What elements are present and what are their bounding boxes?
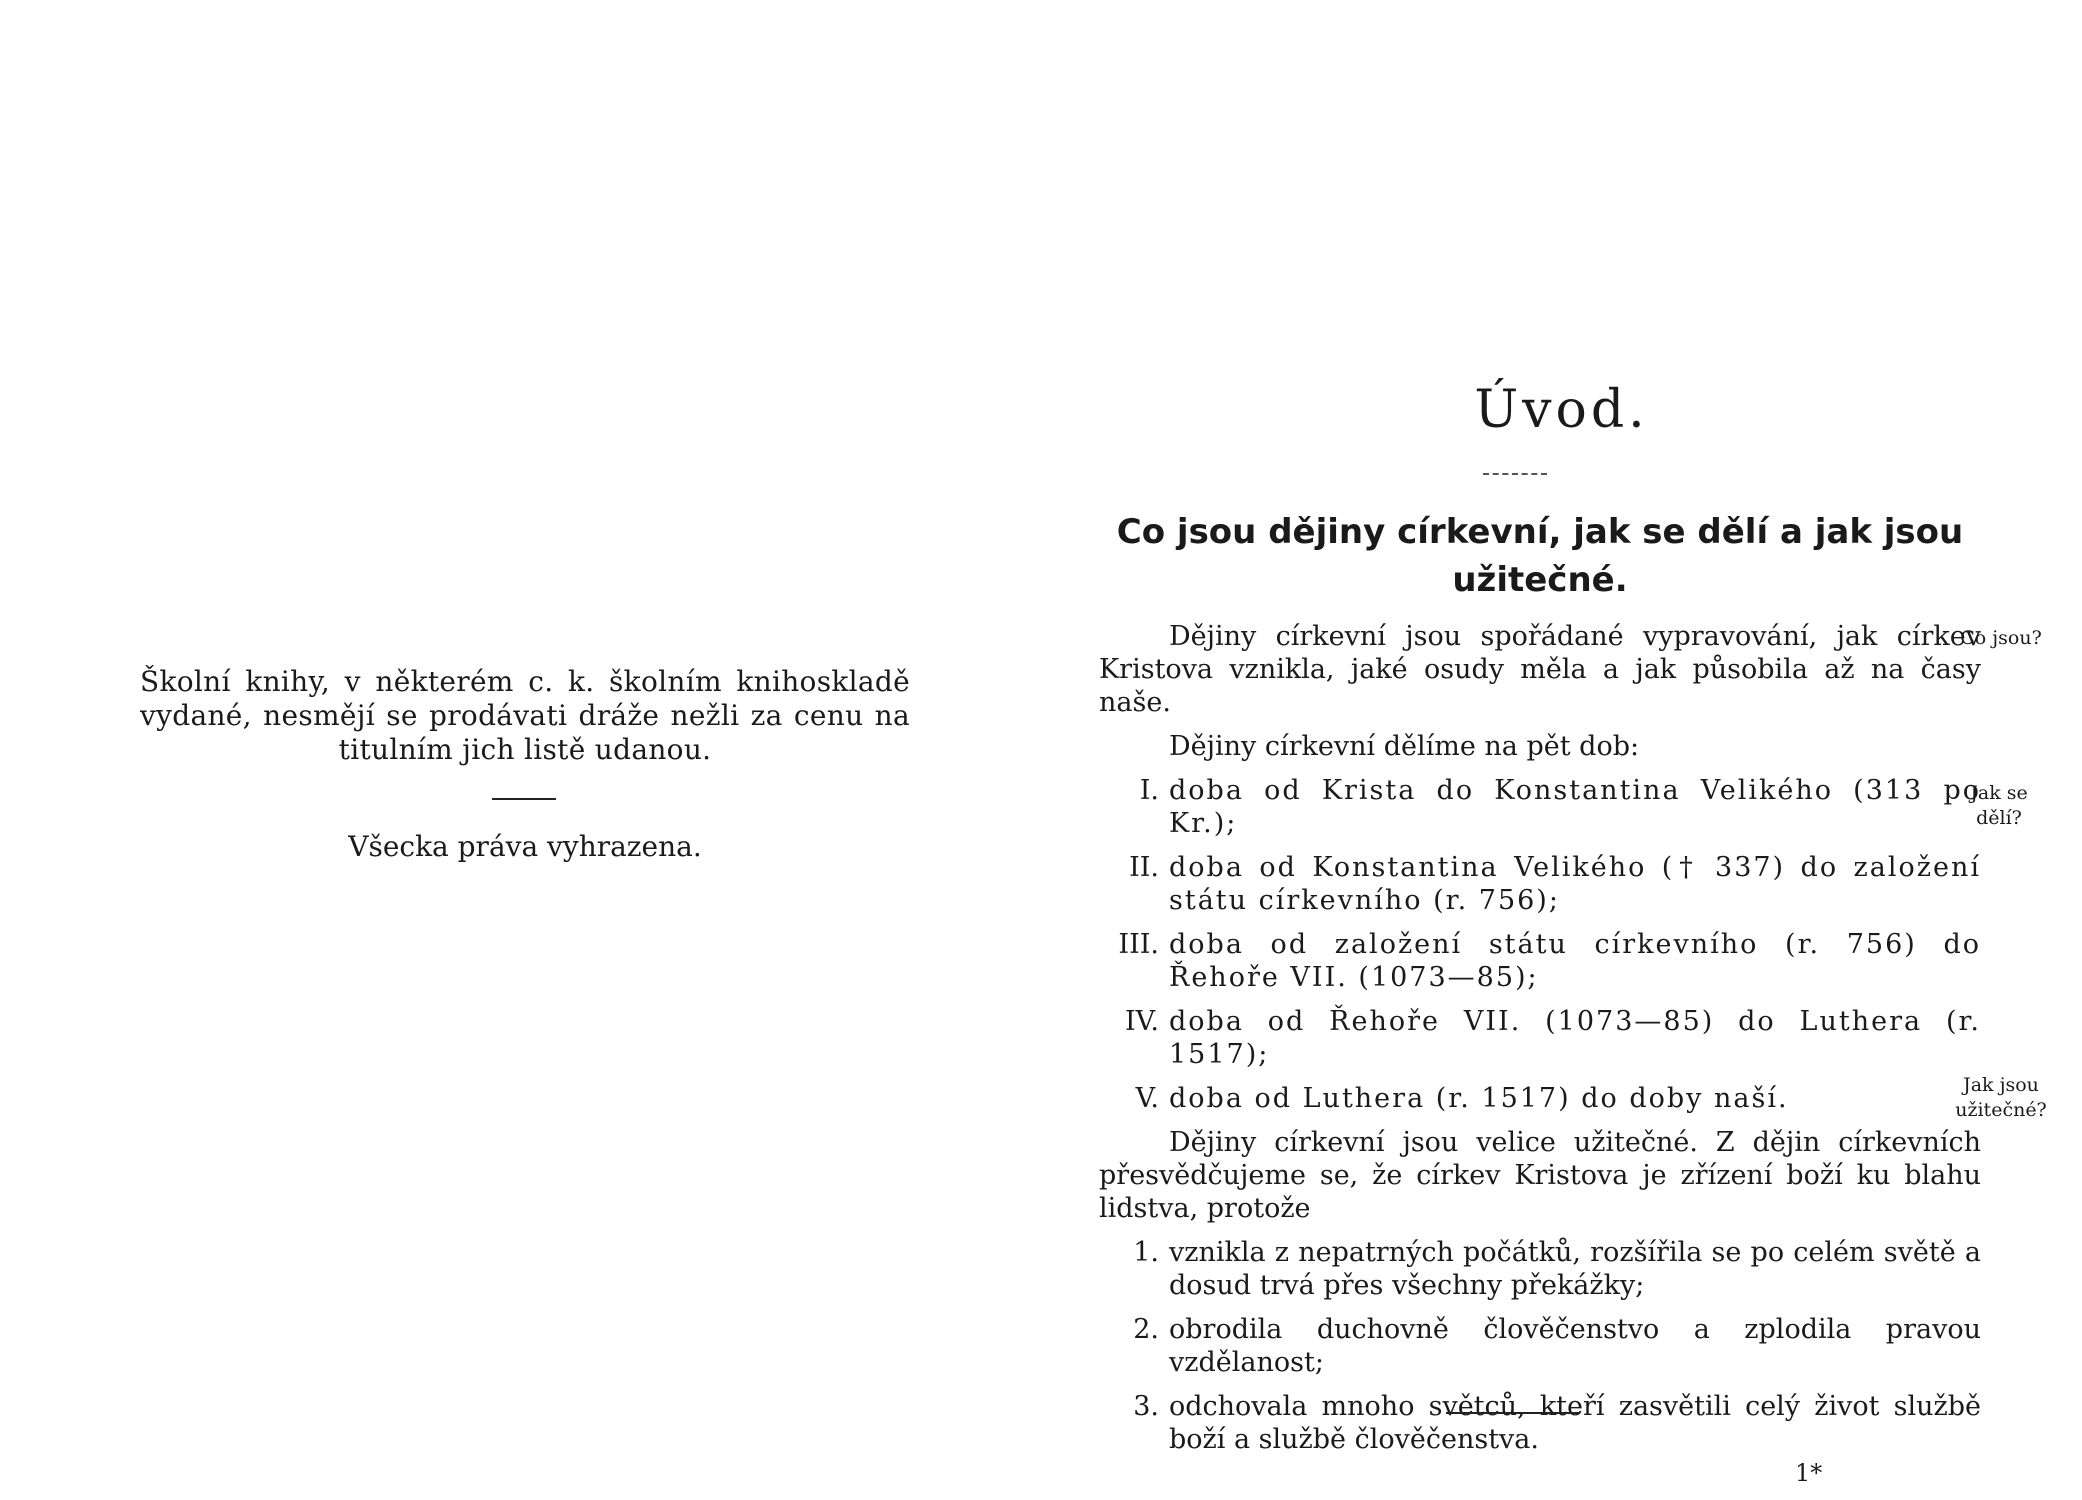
section-heading: Co jsou dějiny církevní, jak se dělí a jak jsou užitečné.: [1116, 512, 1964, 600]
reason-item: [1099, 1236, 1981, 1302]
period-text: doba od Řehoře VII. (1073—85) do Luthera (r. 1517);: [1169, 1006, 1981, 1070]
reason-item: [1099, 1313, 1981, 1379]
reason-number: 2.: [1133, 1314, 1159, 1345]
reason-text: obrodila duchovně člověčenstvo a zplodila pravou vzdělanost;: [1169, 1314, 1981, 1378]
body-text: [1099, 620, 1981, 1467]
bottom-divider-rule: [1446, 1412, 1580, 1414]
paragraph-division-intro: Dějiny církevní dělíme na pět dob:: [1169, 731, 1640, 762]
page-signature: 1*: [1795, 1459, 1823, 1487]
rights-reserved: Všecka práva vyhrazena.: [348, 830, 702, 863]
margin-note-what: Co jsou?: [1960, 627, 2042, 649]
reason-number: 3.: [1133, 1391, 1159, 1422]
period-item: [1099, 851, 1981, 917]
margin-note-division: Jak se dělí?: [1970, 782, 2028, 829]
reason-text: odchovala mnoho světců, kteří zasvětili celý život službě boží a službě člověčenstva.: [1169, 1391, 1981, 1455]
paragraph-usefulness: Dějiny církevní jsou velice užitečné. Z dějin církevních přesvědčujeme se, že církev Kristova je zřízení boží ku blahu lidstva, protože: [1099, 1127, 1981, 1224]
reason-item: [1099, 1390, 1981, 1456]
paragraph-definition: Dějiny církevní jsou spořádané vypravování, jak církev Kristova vznikla, jaké osudy měla a jak působila až na časy naše.: [1099, 621, 1981, 718]
chapter-title: Úvod.: [1474, 380, 1649, 440]
reason-number: 1.: [1133, 1237, 1159, 1268]
period-text: doba od Konstantina Velikého († 337) do založení státu církevního (r. 756);: [1169, 852, 1981, 916]
period-number: V.: [1135, 1083, 1159, 1114]
period-number: I.: [1139, 775, 1159, 806]
period-text: doba od Luthera (r. 1517) do doby naší.: [1169, 1083, 1789, 1114]
period-item: [1099, 774, 1981, 840]
period-number: IV.: [1124, 1006, 1159, 1037]
reason-text: vznikla z nepatrných počátků, rozšířila se po celém světě a dosud trvá přes všechny překážky;: [1169, 1237, 1981, 1301]
period-number: III.: [1118, 929, 1159, 960]
period-text: doba od Krista do Konstantina Velikého (313 po Kr.);: [1169, 775, 1981, 839]
period-item: [1099, 928, 1981, 994]
period-item: [1099, 1005, 1981, 1071]
margin-note-usefulness: Jak jsou užitečné?: [1955, 1074, 2047, 1121]
title-divider-rule: [1483, 473, 1547, 475]
period-number: II.: [1129, 852, 1159, 883]
right-page: [1041, 0, 2082, 1500]
copyright-notice: Školní knihy, v některém c. k. školním knihoskladě vydané, nesmějí se prodávati dráže nežli za cenu na titulním jich listě udanou.: [140, 665, 910, 766]
period-text: doba od založení státu církevního (r. 756) do Řehoře VII. (1073—85);: [1169, 929, 1981, 993]
period-item: [1099, 1082, 1981, 1115]
divider-rule: [492, 798, 556, 800]
